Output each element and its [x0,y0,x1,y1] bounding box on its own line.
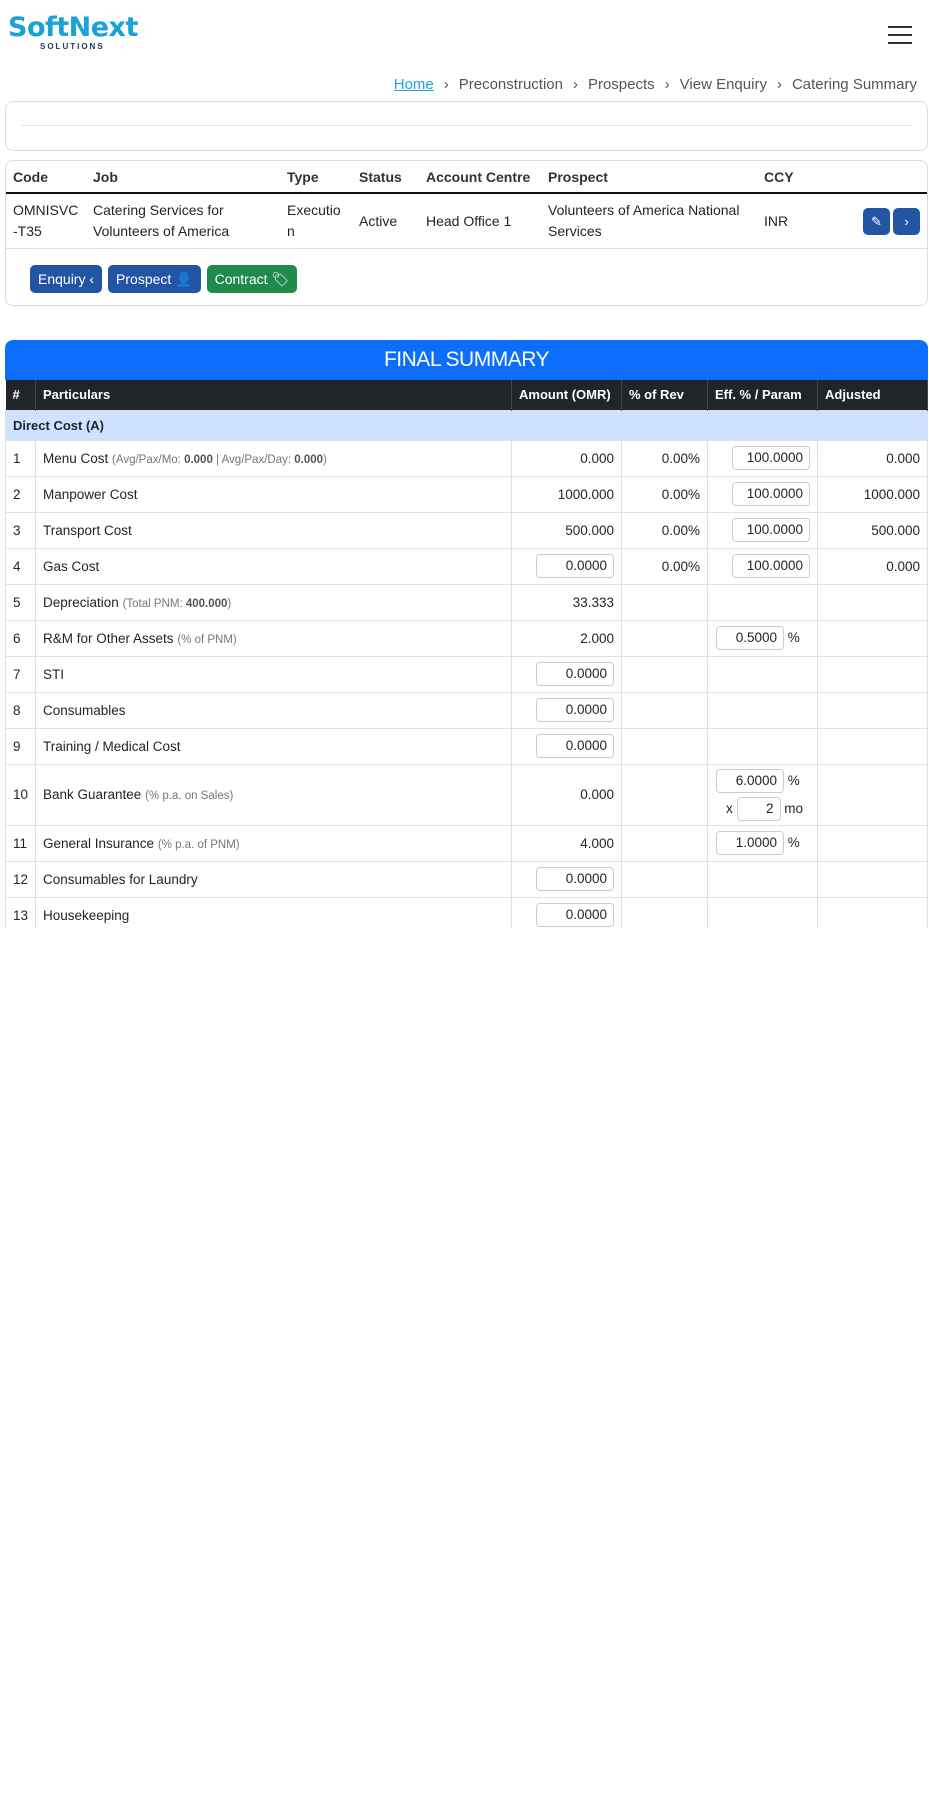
breadcrumb-preconstruction[interactable]: Preconstruction [458,76,563,93]
ccy: INR [757,193,820,249]
job-info-card [5,160,928,306]
col-ccy: CCY [757,161,820,193]
amount-input[interactable]: 0.0000 [536,698,614,722]
unit: % [787,630,800,645]
logo[interactable] [8,12,138,51]
enquiry-button[interactable] [30,265,102,293]
particular-label: Training / Medical Cost [43,738,181,754]
pct-rev: 0.00% [622,512,708,548]
filter-card [5,101,928,151]
open-button[interactable]: › [893,208,920,235]
particular [36,897,512,929]
table-row [6,548,928,584]
row-number: 3 [6,512,36,548]
breadcrumb-view-enquiry[interactable]: View Enquiry [679,76,767,93]
pct-rev [622,656,708,692]
particular [36,728,512,764]
col-amount: Amount (OMR) [512,380,622,410]
adjusted [818,584,928,620]
row-number: 13 [6,897,36,929]
adjusted [818,728,928,764]
col-particulars: Particulars [36,380,512,410]
table-row [6,897,928,929]
row-number: 8 [6,692,36,728]
row-number: 1 [6,440,36,476]
col-prospect: Prospect [541,161,757,193]
status: Active [352,193,419,249]
chevron-right-icon: › [664,76,670,93]
particular-label: Transport Cost [43,522,132,538]
months-unit: mo [784,800,804,816]
row-note: (% p.a. of PNM) [157,838,240,851]
table-row [6,584,928,620]
adjusted [818,897,928,929]
menu-toggle-icon[interactable] [888,26,912,46]
particular [36,692,512,728]
table-row [6,825,928,861]
contract-button[interactable] [207,265,298,293]
table-row [6,764,928,825]
divider [21,125,912,126]
amount: 1000.000 [557,486,614,502]
eff-input[interactable]: 100.0000 [732,446,810,470]
code: OMNISVC-T35 [6,193,86,249]
adjusted [818,825,928,861]
particular-label: Consumables [43,702,126,718]
amount: 0.000 [580,450,614,466]
particular [36,440,512,476]
col-status: Status [352,161,419,193]
amount: 0.000 [580,787,614,802]
particular-label: Menu Cost [43,450,109,466]
row-note: (% p.a. on Sales) [145,790,234,802]
chevron-left-icon: ‹ [89,271,95,287]
col-code: Code [6,161,86,193]
row-note: (% of PNM) [177,633,237,646]
job-info-table [6,161,927,249]
particular-label: Bank Guarantee [43,787,142,802]
particular [36,548,512,584]
row-number: 10 [6,764,36,825]
contract-label: Contract [214,271,268,287]
adjusted [818,764,928,825]
amount: 33.333 [572,594,614,610]
table-row [6,620,928,656]
table-row [6,512,928,548]
row-number: 9 [6,728,36,764]
eff-input[interactable]: 100.0000 [732,554,810,578]
times-label: x [726,800,733,816]
tags-icon: 🏷 [271,271,290,287]
row-number: 7 [6,656,36,692]
eff-input[interactable]: 1.0000 [716,831,784,855]
amount: 4.000 [580,835,614,851]
particular [36,476,512,512]
eff-input[interactable]: 100.0000 [732,482,810,506]
amount: 500.000 [565,522,614,538]
particular-label: STI [43,666,65,682]
particular-label: General Insurance [43,835,155,851]
table-row [6,476,928,512]
pct-rev [622,764,708,825]
breadcrumb-current: Catering Summary [791,76,917,93]
col-account-centre: Account Centre [419,161,541,193]
amount-input[interactable]: 0.0000 [536,903,614,927]
particular [36,512,512,548]
pct-rev [622,584,708,620]
col-eff-param: Eff. % / Param [708,380,818,410]
adjusted [818,620,928,656]
months-input[interactable]: 2 [737,797,781,821]
particular [36,656,512,692]
prospect-button[interactable] [108,265,201,293]
col-number: # [6,380,36,410]
pct-rev [622,861,708,897]
row-number: 2 [6,476,36,512]
row-number: 11 [6,825,36,861]
job: Catering Services for Volunteers of America [86,193,280,249]
chevron-right-icon: › [572,76,578,93]
final-summary-card [5,340,928,929]
particular-label: Depreciation [43,594,119,610]
particular-label: R&M for Other Assets [43,630,174,646]
row-number: 5 [6,584,36,620]
col-job: Job [86,161,280,193]
summary-title: FINAL SUMMARY [5,340,928,380]
col-adjusted: Adjusted [818,380,928,410]
logo-text: SoftNext [8,12,138,43]
particular [36,584,512,620]
amount: 2.000 [580,630,614,646]
particular-label: Consumables for Laundry [43,871,198,887]
amount-input[interactable]: 0.0000 [536,554,614,578]
adjusted [818,656,928,692]
particular-label: Manpower Cost [43,486,138,502]
prospect: Volunteers of America National Services [541,193,757,249]
adjusted: 0.000 [818,440,928,476]
summary-table [5,380,928,929]
prospect-label: Prospect [116,271,172,287]
pct-rev: 0.00% [622,440,708,476]
col-pct-rev: % of Rev [622,380,708,410]
table-row [6,193,927,249]
particular-label: Gas Cost [43,558,100,574]
adjusted [818,692,928,728]
enquiry-label: Enquiry [38,271,86,287]
row-number: 6 [6,620,36,656]
table-row [6,861,928,897]
logo-subtext: SOLUTIONS [40,42,105,51]
breadcrumb-home[interactable]: Home [393,76,434,93]
eff-input[interactable]: 100.0000 [732,518,810,542]
adjusted: 500.000 [818,512,928,548]
breadcrumb-prospects[interactable]: Prospects [587,76,655,93]
table-row [6,656,928,692]
unit: % [787,835,800,850]
pct-rev [622,728,708,764]
particular-label: Housekeeping [43,907,130,923]
type: Execution [280,193,352,249]
particular [36,764,512,825]
particular [36,861,512,897]
edit-button[interactable]: ✎ [863,208,890,235]
breadcrumb [394,76,917,93]
row-note: (Total PNM: 400.000) [122,597,232,610]
table-row [6,440,928,476]
particular [36,620,512,656]
row-number: 4 [6,548,36,584]
amount-input[interactable]: 0.0000 [536,734,614,758]
pct-rev [622,897,708,929]
eff-input[interactable]: 0.5000 [716,626,784,650]
chevron-right-icon: › [776,76,782,93]
pct-rev: 0.00% [622,476,708,512]
unit: % [787,772,800,788]
row-number: 12 [6,861,36,897]
amount-input[interactable]: 0.0000 [536,662,614,686]
pct-rev: 0.00% [622,548,708,584]
col-type: Type [280,161,352,193]
table-row [6,692,928,728]
adjusted [818,861,928,897]
amount-input[interactable]: 0.0000 [536,867,614,891]
pct-rev [622,692,708,728]
pct-rev [622,620,708,656]
eff-input[interactable]: 6.0000 [716,769,784,793]
pct-rev [622,825,708,861]
group-header: Direct Cost (A) [6,410,928,440]
particular [36,825,512,861]
row-note: (Avg/Pax/Mo: 0.000 | Avg/Pax/Day: 0.000) [112,453,327,466]
chevron-right-icon: › [443,76,449,93]
account-centre: Head Office 1 [419,193,541,249]
table-row [6,728,928,764]
adjusted: 0.000 [818,548,928,584]
adjusted: 1000.000 [818,476,928,512]
user-icon: 👤 [175,271,193,287]
